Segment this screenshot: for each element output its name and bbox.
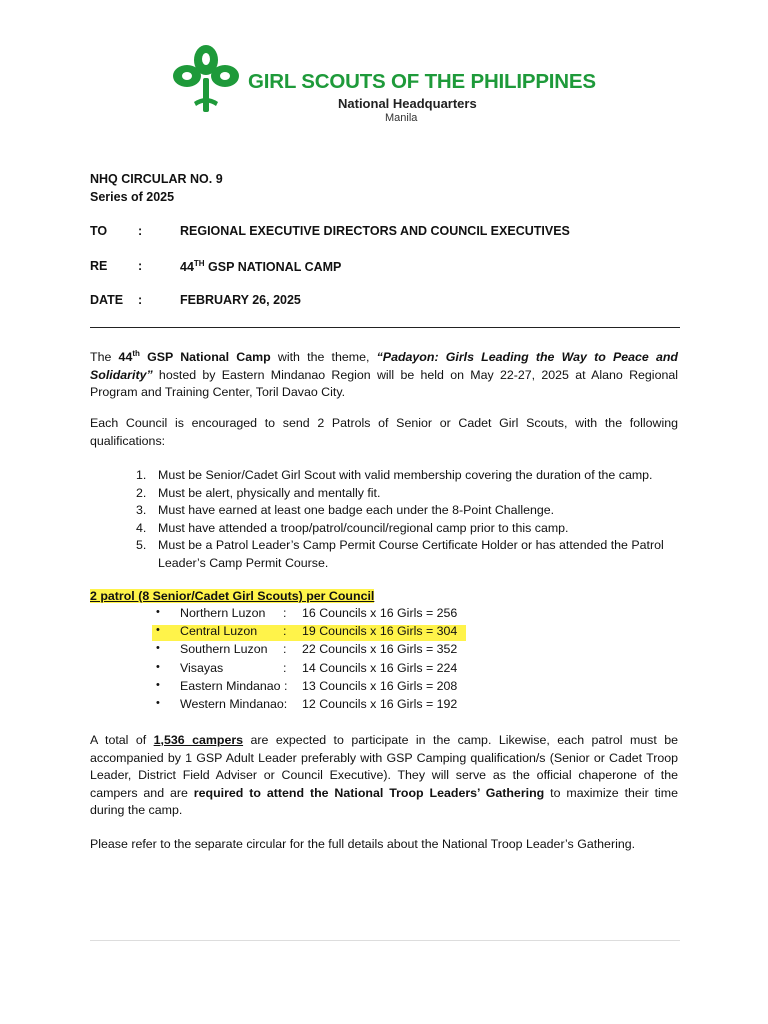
list-item-number: 1. [136,468,147,482]
paragraph-refer: Please refer to the separate circular for the full details about the National Troop Leader’s Gathering. [90,837,636,851]
paragraph-patrols: Each Council is encouraged to send 2 Patrols of Senior or Cadet Girl Scouts, with the following qualifications: [90,416,678,448]
letterhead [172,42,612,132]
list-item-number: 3. [136,503,147,517]
list-item [156,697,476,715]
region-calc: 16 Councils x 16 Girls = 256 [302,606,458,620]
header-divider [90,327,680,328]
allocation-list [156,606,476,715]
region-calc: 14 Councils x 16 Girls = 224 [302,660,458,675]
bullet-icon: • [156,606,160,618]
list-item-text: Must be Senior/Cadet Girl Scout with valid membership covering the duration of the camp. [158,468,653,482]
camp-number-sup: th [132,349,140,358]
field-re-label: RE [90,259,108,273]
list-item-text: Must have earned at least one badge each under the 8-Point Challenge. [158,503,555,517]
region-colon: : [283,642,287,657]
camp-name [119,350,271,364]
list-item [136,537,681,572]
footer-divider [90,940,680,941]
org-city: Manila [385,112,418,124]
org-subtitle: National Headquarters [338,96,477,111]
field-re-value-number: 44 [180,260,194,275]
total-text-3: to maximize their time during the camp. [90,785,679,817]
region-colon: : [283,606,287,620]
field-re-value-text: GSP NATIONAL CAMP [204,260,342,275]
region-name: Central Luzon [180,624,258,639]
region-colon: : [283,624,287,639]
list-item-highlighted [156,624,476,642]
field-to-value: REGIONAL EXECUTIVE DIRECTORS AND COUNCIL EXECUTIVES [180,224,570,238]
region-name: Eastern Mindanao : [180,678,288,693]
field-re-value [180,259,341,274]
list-item [136,520,681,538]
field-date-label: DATE [90,293,124,307]
bullet-icon: • [156,696,160,709]
list-item-text: Must be a Patrol Leader’s Camp Permit Course Certificate Holder or has attended the Patrol Leader’s Camp Permit Course. [158,538,664,570]
region-colon: : [283,660,287,675]
list-item-text: Must be alert, physically and mentally fit. [158,485,381,500]
field-date-value: FEBRUARY 26, 2025 [180,293,301,307]
region-name: Western Mindanao: [180,696,288,711]
gathering-requirement: required to attend the National Troop Leaders’ Gathering [193,785,545,800]
list-item-number: 5. [136,538,147,552]
region-name: Northern Luzon [180,606,266,620]
total-campers: 1,536 campers [153,733,244,747]
intro-text-3: hosted by Eastern Mindanao Region will be held on May 22-27, 2025 at Alano Regional Program and Training Center, Toril Davao City. [90,367,678,400]
allocation-heading-text: 2 patrol (8 Senior/Cadet Girl Scouts) per Council [90,589,375,603]
field-to-label: TO [90,224,108,238]
list-item-number: 4. [136,520,147,535]
list-item [156,642,476,660]
list-item [156,661,476,679]
region-calc: 12 Councils x 16 Girls = 192 [302,696,458,711]
circular-number: NHQ CIRCULAR NO. 9 [90,172,223,186]
region-name: Visayas [180,660,224,675]
region-name: Southern Luzon [180,642,268,657]
total-text-2: are expected to participate in the camp. Likewise, each patrol must be accompanied by 1 GSP Adult Leader preferably with GSP Camping qualification/s (Senior or Cadet Troop Leader, District Field Adviser or Council Executive). They will serve as the official chaperone of the campers and are [90,733,679,800]
list-item-number: 2. [136,485,147,500]
bullet-icon: • [156,624,160,637]
trefoil-logo-icon [172,42,240,118]
region-calc: 22 Councils x 16 Girls = 352 [302,642,458,657]
org-name: GIRL SCOUTS OF THE PHILIPPINES [248,70,596,93]
camp-title: GSP National Camp [139,350,271,365]
field-date-colon: : [138,293,143,307]
bullet-icon: • [156,660,160,673]
intro-text-1: The [90,350,119,365]
list-item [136,467,681,485]
field-re-value-sup: TH [193,259,205,268]
camp-theme: “Padayon: Girls Leading the Way to Peace and Solidarity” [90,350,678,382]
region-calc: 13 Councils x 16 Girls = 208 [302,678,458,693]
list-item [156,606,476,624]
paragraph-intro [90,345,678,402]
total-text-1: A total of [90,733,154,747]
list-item [136,502,681,520]
bullet-icon: • [156,678,160,691]
list-item [136,485,681,503]
list-item [156,679,476,697]
camp-number: 44 [118,350,133,365]
field-re-colon: : [138,259,143,273]
intro-text-2: with the theme, [270,350,377,365]
circular-series: Series of 2025 [90,190,175,204]
region-calc: 19 Councils x 16 Girls = 304 [302,624,458,639]
paragraph-total [90,732,678,820]
bullet-icon: • [156,642,160,655]
allocation-heading [90,589,374,603]
field-to-colon: : [138,224,143,238]
qualifications-list [136,467,681,572]
list-item-text: Must have attended a troop/patrol/council/regional camp prior to this camp. [158,520,569,535]
